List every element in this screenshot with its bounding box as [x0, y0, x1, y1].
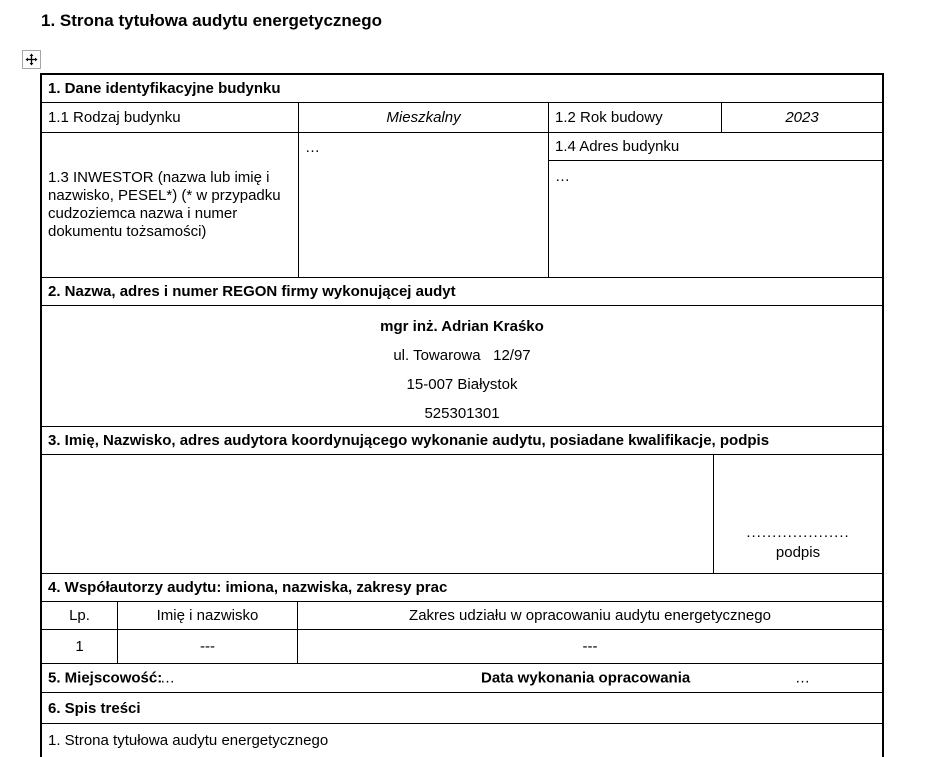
field-1-1-value[interactable]: Mieszkalny — [298, 103, 548, 132]
section4-header: 4. Współautorzy audytu: imiona, nazwiska, zakresy prac — [42, 573, 882, 601]
coauthor-name[interactable]: --- — [117, 630, 297, 663]
table-move-handle[interactable] — [22, 50, 41, 69]
signature-cell — [713, 455, 882, 573]
section2-company-cell — [42, 305, 882, 426]
coauthor-scope[interactable]: --- — [297, 630, 882, 663]
field-1-4-value[interactable]: … — [555, 168, 570, 185]
audit-title-table — [40, 73, 884, 757]
section1-fields-row — [42, 102, 882, 132]
section5-row — [42, 663, 882, 692]
company-city: 15-007 Białystok — [406, 376, 518, 393]
section2-header: 2. Nazwa, adres i numer REGON firmy wykonującej audyt — [42, 277, 882, 305]
field-1-4-label: 1.4 Adres budynku — [549, 133, 882, 161]
section6-header: 6. Spis treści — [42, 692, 882, 723]
company-regon: 525301301 — [424, 405, 500, 422]
date-value[interactable]: … — [795, 669, 810, 687]
section3-header: 3. Imię, Nazwisko, adres audytora koordynującego wykonanie audytu, posiadane kwalifikacje, podpis — [42, 426, 882, 454]
section1-investor-row — [42, 132, 882, 277]
coauthors-col-scope: Zakres udziału w opracowaniu audytu energetycznego — [297, 602, 882, 629]
coauthors-col-lp: Lp. — [69, 607, 90, 624]
date-label: Data wykonania opracowania — [481, 669, 691, 687]
coauthors-col-name: Imię i nazwisko — [117, 602, 297, 629]
place-label: 5. Miejscowość: — [48, 669, 163, 687]
company-name: mgr inż. Adrian Kraśko — [380, 318, 544, 335]
section1-header: 1. Dane identyfikacyjne budynku — [48, 80, 281, 97]
page-title: 1. Strona tytułowa audytu energetycznego — [41, 11, 383, 30]
signature-label: podpis — [775, 544, 821, 561]
coauthor-lp: 1 — [75, 638, 84, 655]
section3-signature-row — [42, 454, 882, 573]
field-1-1-label: 1.1 Rodzaj budynku — [48, 109, 181, 126]
company-street: ul. Towarowa 12/97 — [393, 347, 531, 364]
field-1-3-value[interactable]: … — [298, 133, 548, 277]
coauthors-data-row — [42, 629, 882, 663]
toc-item-row — [42, 723, 882, 757]
move-icon — [25, 53, 38, 66]
toc-item: 1. Strona tytułowa audytu energetycznego — [48, 732, 329, 749]
field-1-4-block — [548, 133, 882, 277]
field-1-2-value[interactable]: 2023 — [721, 103, 882, 132]
place-value[interactable]: … — [160, 669, 175, 687]
field-1-2-label: 1.2 Rok budowy — [548, 103, 721, 132]
signature-dotted-line: .................... — [746, 524, 850, 541]
field-1-3-label: 1.3 INWESTOR (nazwa lub imię i nazwisko, PESEL*) (* w przypadku cudzoziemca nazwa i numer dokumentu tożsamości) — [48, 169, 281, 240]
auditor-details-cell[interactable] — [42, 455, 713, 573]
coauthors-header-row — [42, 601, 882, 629]
